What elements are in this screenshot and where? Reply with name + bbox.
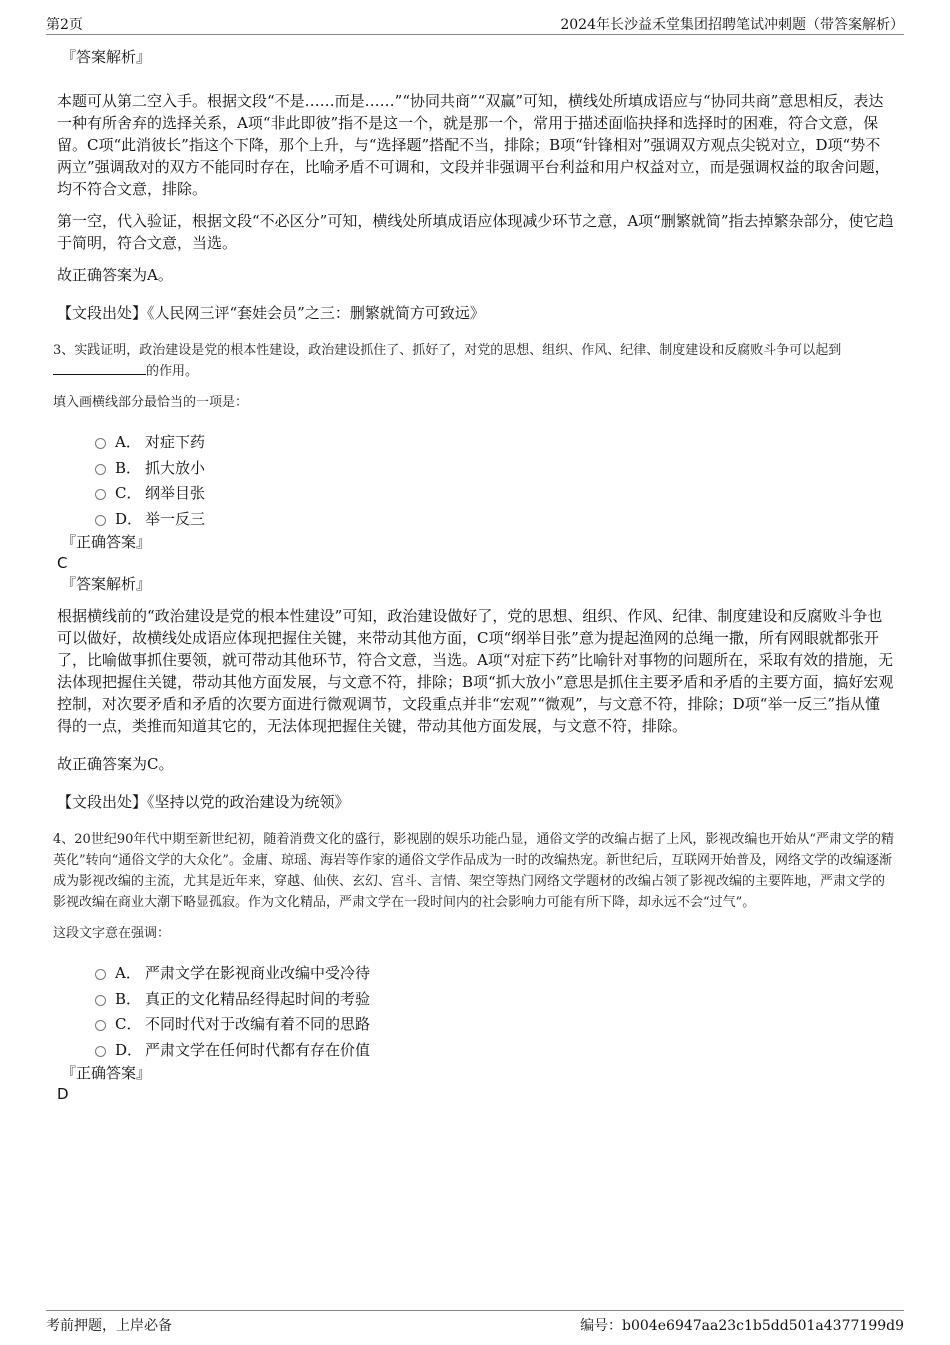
q2-analysis-label: 『答案解析』	[61, 48, 152, 66]
q3-stem-after: 的作用。	[146, 364, 199, 379]
q3-blank	[53, 361, 146, 375]
q3-analysis-label: 『答案解析』	[61, 575, 152, 593]
radio-icon[interactable]	[95, 464, 106, 475]
q4-prompt: 这段文字意在强调：	[53, 926, 171, 941]
q2-conclusion: 故正确答案为A。	[57, 266, 173, 284]
q4-stem: 4、20世纪90年代中期至新世纪初，随着消费文化的盛行，影视剧的娱乐功能凸显，通俗文学的改编占据了上风，影视改编也开始从“严肃文学的精英化”转向“通俗文学的大众化”。金庸、琼瑶、海岩等作家的通俗文学作品成为一时的改编热宠。新世纪后，互联网开始普及，网络文学的改编逐渐成为影视改编的主流，尤其是近年来，穿越、仙侠、玄幻、宫斗、言情、架空等热门网络文学题材的改编占领了影视改编的主要阵地，严肃文学的影视改编在商业大潮下略显孤寂。作为文化精品，严肃文学在一段时间内的社会影响力可能有所下降，却永远不会“过气”。	[53, 832, 895, 910]
q3-correct-answer: C	[57, 554, 68, 572]
page-header	[46, 14, 904, 35]
radio-icon[interactable]	[95, 438, 106, 449]
document-code: 编号：b004e6947aa23c1b5dd501a4377199d9	[580, 1318, 904, 1334]
page-number: 第2页	[46, 17, 83, 33]
footer-slogan: 考前押题，上岸必备	[46, 1318, 172, 1334]
option-letter: C．	[115, 1015, 142, 1034]
option-text: 对症下药	[145, 433, 206, 452]
option-letter: A．	[115, 433, 141, 452]
option-text: 举一反三	[145, 509, 206, 528]
q3-source: 【文段出处】《坚持以党的政治建设为统领》	[57, 793, 350, 811]
radio-icon[interactable]	[95, 489, 106, 500]
document-body	[53, 46, 895, 1104]
q3-conclusion: 故正确答案为C。	[57, 755, 174, 773]
radio-icon[interactable]	[95, 515, 106, 526]
option-letter: B．	[115, 458, 142, 477]
option-letter: B．	[115, 989, 142, 1008]
radio-icon[interactable]	[95, 969, 106, 980]
q3-prompt: 填入画横线部分最恰当的一项是：	[53, 395, 249, 410]
q3-option-b[interactable]	[95, 455, 894, 481]
q3-stem-text: 3、实践证明，政治建设是党的根本性建设，政治建设抓住了、抓好了，对党的思想、组织、作风、纪律、制度建设和反腐败斗争可以起到	[53, 343, 842, 358]
radio-icon[interactable]	[95, 995, 106, 1006]
q4-option-d[interactable]	[95, 1037, 894, 1063]
q4-option-c[interactable]	[95, 1011, 894, 1037]
q3-option-c[interactable]	[95, 480, 894, 506]
option-letter: C．	[115, 484, 142, 503]
option-text: 抓大放小	[145, 458, 206, 477]
option-text: 严肃文学在影视商业改编中受冷待	[145, 964, 371, 983]
q3-options	[95, 429, 894, 531]
q2-source: 【文段出处】《人民网三评“套娃会员”之三：删繁就简方可致远》	[57, 304, 485, 322]
option-text: 严肃文学在任何时代都有存在价值	[145, 1040, 371, 1059]
q4-option-a[interactable]	[95, 960, 894, 986]
q3-correct-label: 『正确答案』	[61, 533, 152, 551]
q3-option-d[interactable]	[95, 506, 894, 532]
option-text: 不同时代对于改编有着不同的思路	[145, 1015, 371, 1034]
radio-icon[interactable]	[95, 1020, 106, 1031]
q2-analysis-para1: 本题可从第二空入手。根据文段“不是……而是……”“协同共商”“双赢”可知，横线处所填成语应与“协同共商”意思相反，表达一种有所舍弃的选择关系，A项“非此即彼”指不是这一个，就是那一个，常用于描述面临抉择和选择时的困难，符合文意，保留。C项“此消彼长”指这个下降，那个上升，与“选择题”搭配不当，排除；B项“针锋相对”强调双方观点尖锐对立，D项“势不两立”强调敌对的双方不能同时存在，比喻矛盾不可调和，文段并非强调平台利益和用户权益对立，而是强调权益的取舍问题，均不符合文意，排除。	[57, 92, 890, 198]
radio-icon[interactable]	[95, 1046, 106, 1057]
q4-correct-answer: D	[57, 1085, 69, 1103]
q4-option-b[interactable]	[95, 986, 894, 1012]
page-footer	[46, 1310, 904, 1333]
option-letter: A．	[115, 964, 141, 983]
q3-analysis: 根据横线前的“政治建设是党的根本性建设”可知，政治建设做好了，党的思想、组织、作风、纪律、制度建设和反腐败斗争也可以做好，故横线处成语应体现把握住关键，来带动其他方面，C项“纲举目张”意为提起渔网的总绳一撒，所有网眼就都张开了，比喻做事抓住要领，就可带动其他环节，符合文意，当选。A项“对症下药”比喻针对事物的问题所在，采取有效的措施，无法体现把握住关键，带动其他方面发展，与文意不符，排除；B项“抓大放小”意思是抓住主要矛盾和矛盾的主要方面，搞好宏观控制，对次要矛盾和矛盾的次要方面进行微观调节，文段重点并非“宏观”“微观”，与文意不符，排除；D项“举一反三”指从懂得的一点，类推而知道其它的，无法体现把握住关键，带动其他方面发展，与文意不符，排除。	[57, 607, 894, 735]
q3-stem	[53, 340, 894, 382]
option-text: 纲举目张	[145, 484, 206, 503]
document-title: 2024年长沙益禾堂集团招聘笔试冲刺题（带答案解析）	[560, 17, 904, 33]
option-letter: D．	[115, 1040, 143, 1059]
option-letter: D．	[115, 509, 143, 528]
q3-option-a[interactable]	[95, 429, 894, 455]
q2-analysis-para2: 第一空，代入验证，根据文段“不必区分”可知，横线处所填成语应体现减少环节之意，A项“删繁就简”指去掉繁杂部分，使它趋于简明，符合文意，当选。	[57, 212, 894, 252]
option-text: 真正的文化精品经得起时间的考验	[145, 989, 371, 1008]
q4-correct-label: 『正确答案』	[61, 1064, 152, 1082]
q4-options	[95, 960, 894, 1062]
